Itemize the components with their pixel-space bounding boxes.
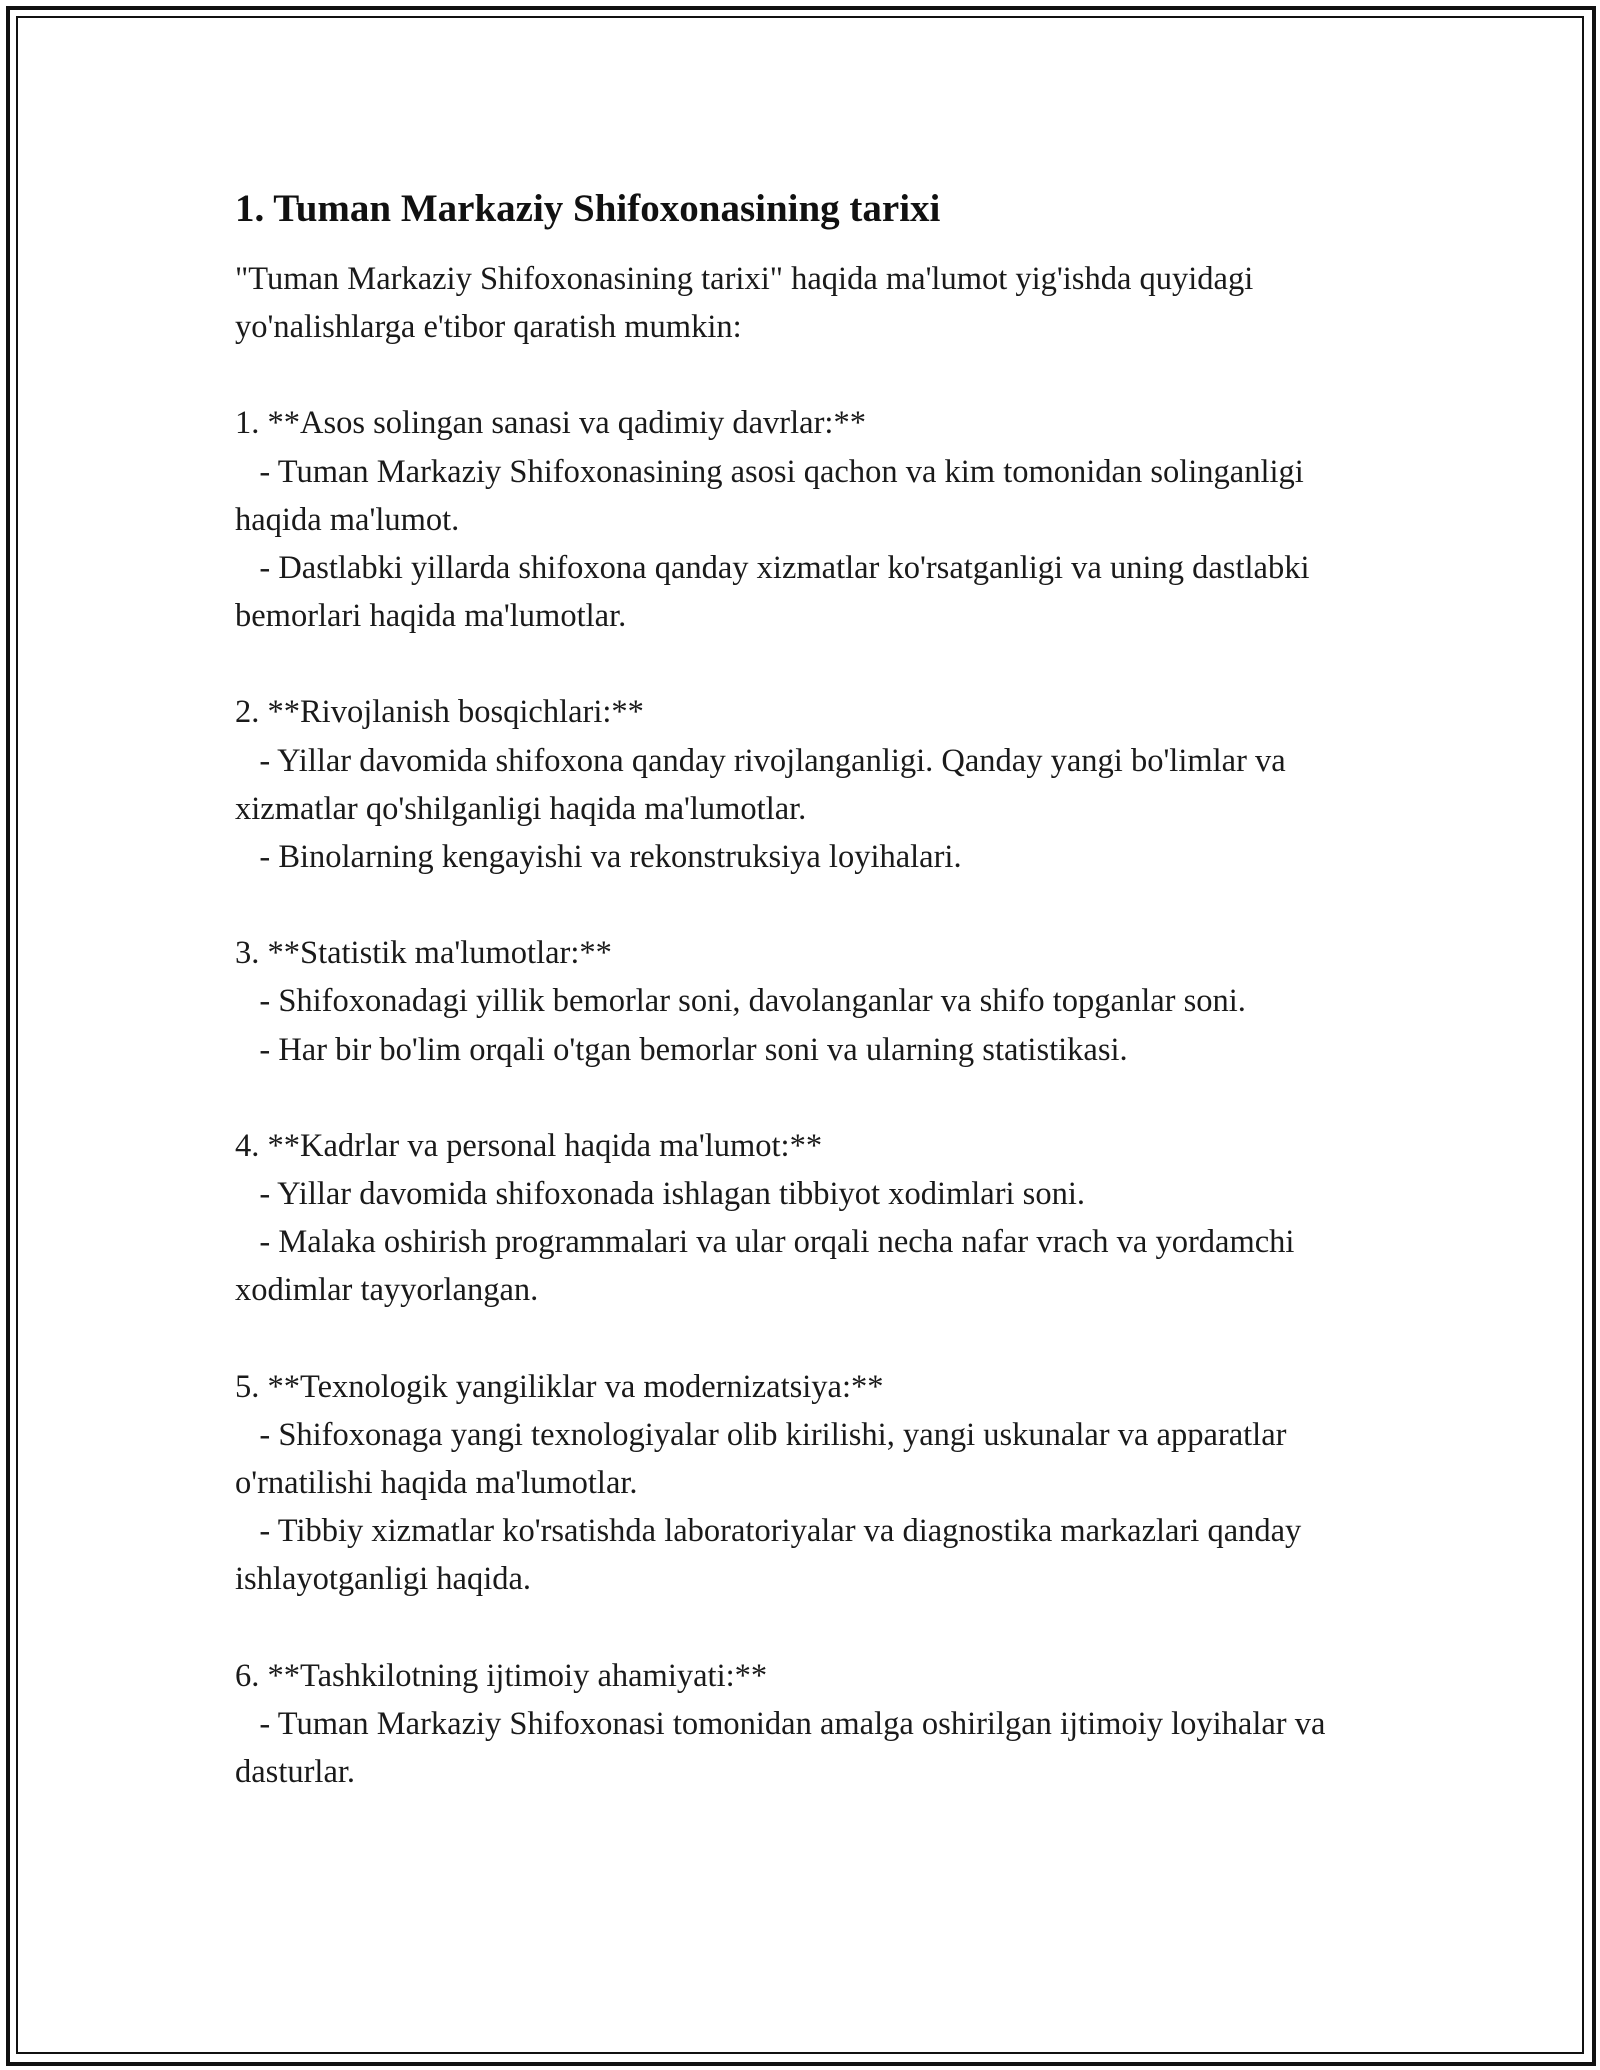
section-heading: 3. **Statistik ma'lumotlar:** [235, 935, 612, 972]
section-heading: 6. **Tashkilotning ijtimoiy ahamiyati:** [235, 1657, 768, 1694]
section-heading: 2. **Rivojlanish bosqichlari:** [235, 694, 644, 731]
bullet-item [235, 448, 1365, 544]
bullet-item [235, 1218, 1365, 1314]
section-3 [235, 929, 1365, 1074]
section-heading: 1. **Asos solingan sanasi va qadimiy davrlar:** [235, 405, 866, 442]
bullet-item [235, 737, 1365, 833]
bullet-text: - Yillar davomida shifoxonada ishlagan tibbiyot xodimlari soni. [259, 1176, 1085, 1213]
bullet-text: - Dastlabki yillarda shifoxona qanday xizmatlar ko'rsatganligi va uning dastlabki bemorlari haqida ma'lumotlar. [235, 550, 1310, 635]
bullet-text: - Shifoxonaga yangi texnologiyalar olib kirilishi, yangi uskunalar va apparatlar o'rnatilishi haqida ma'lumotlar. [235, 1416, 1287, 1502]
section-6 [235, 1652, 1365, 1797]
bullet-item [235, 1411, 1365, 1507]
bullet-item [235, 1170, 1365, 1218]
section-2 [235, 688, 1365, 881]
bullet-text: - Yillar davomida shifoxona qanday rivojlanganligi. Qanday yangi bo'limlar va xizmatlar qo'shilganligi haqida ma'lumotlar. [235, 742, 1286, 827]
bullet-text: - Tibbiy xizmatlar ko'rsatishda laboratoriyalar va diagnostika markazlari qanday ishlayotganligi haqida. [235, 1513, 1302, 1598]
bullet-item [235, 1700, 1365, 1796]
document-title: 1. Tuman Markaziy Shifoxonasining tarixi [235, 187, 941, 230]
bullet-text: - Shifoxonadagi yillik bemorlar soni, davolanganlar va shifo topganlar soni. [259, 983, 1246, 1020]
bullet-text: - Har bir bo'lim orqali o'tgan bemorlar soni va ularning statistikasi. [259, 1031, 1128, 1068]
bullet-text: - Binolarning kengayishi va rekonstruksiya loyihalari. [259, 839, 962, 876]
bullet-item [235, 1507, 1365, 1603]
intro-paragraph: "Tuman Markaziy Shifoxonasining tarixi" haqida ma'lumot yig'ishda quyidagi yo'nalishlarga e'tibor qaratish mumkin: [235, 261, 1254, 346]
bullet-text: - Tuman Markaziy Shifoxonasi tomonidan amalga oshirilgan ijtimoiy loyihalar va dasturlar. [235, 1705, 1326, 1791]
section-5 [235, 1363, 1365, 1604]
bullet-text: - Malaka oshirish programmalari va ular orqali necha nafar vrach va yordamchi xodimlar tayyorlangan. [235, 1224, 1295, 1309]
document-page [235, 185, 1365, 1796]
bullet-item [235, 833, 1365, 881]
section-4 [235, 1122, 1365, 1315]
section-heading: 5. **Texnologik yangiliklar va modernizatsiya:** [235, 1368, 884, 1405]
bullet-item [235, 977, 1365, 1025]
section-heading: 4. **Kadrlar va personal haqida ma'lumot:** [235, 1127, 823, 1164]
bullet-item [235, 1026, 1365, 1074]
section-1 [235, 399, 1365, 640]
bullet-text: - Tuman Markaziy Shifoxonasining asosi qachon va kim tomonidan solinganligi haqida ma'lumot. [235, 453, 1304, 538]
bullet-item [235, 544, 1365, 640]
